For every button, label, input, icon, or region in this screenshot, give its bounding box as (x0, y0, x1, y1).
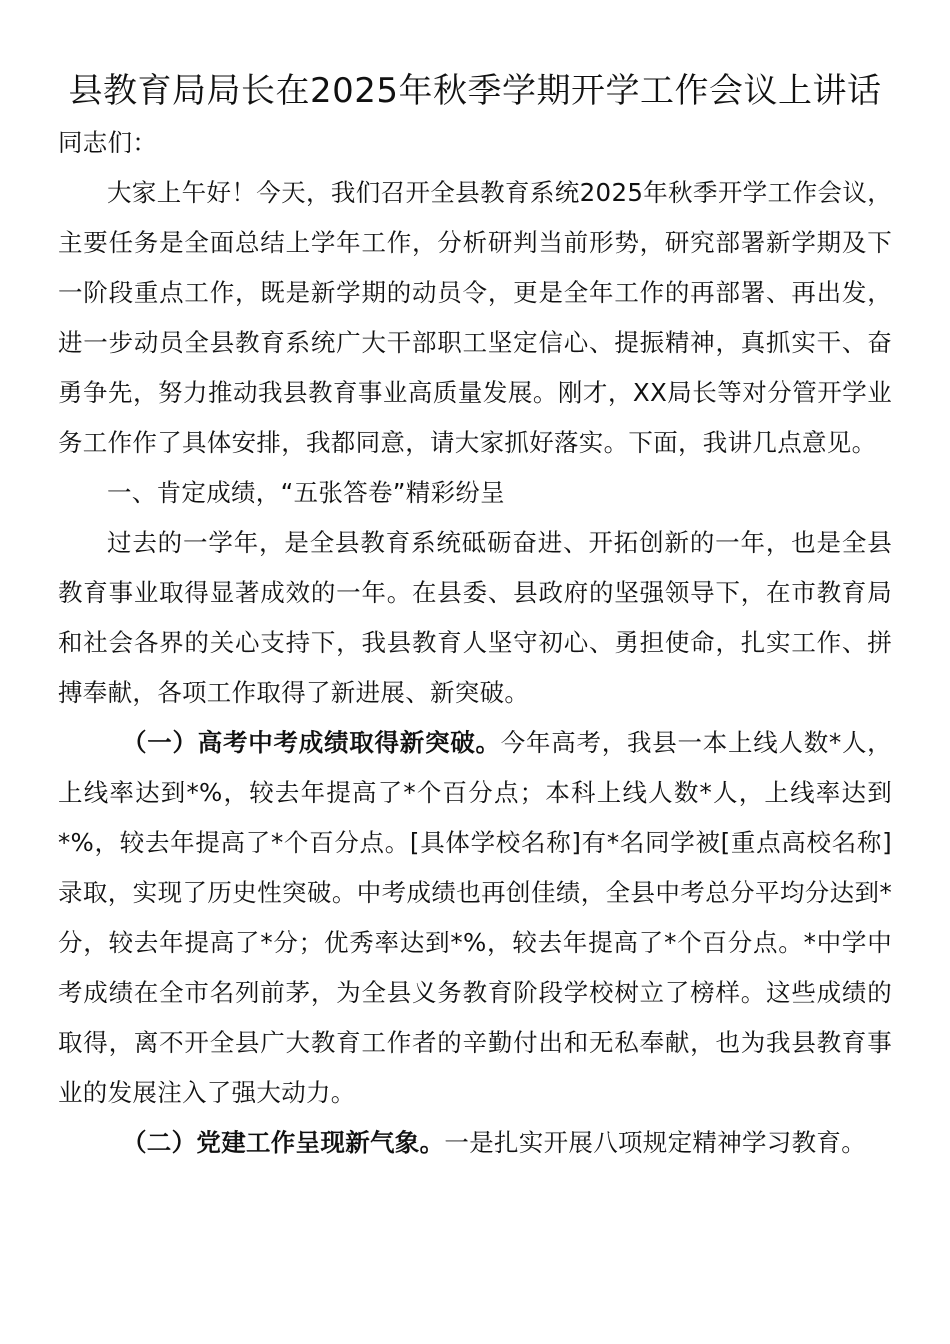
item-2-paragraph (58, 1118, 892, 1168)
salutation: 同志们： (58, 128, 158, 157)
item-1-text: 今年高考，我县一本上线人数*人，上线率达到*%，较去年提高了*个百分点；本科上线人数*人，上线率达到*%，较去年提高了*个百分点。[具体学校名称]有*名同学被[重点高校名称]录取，实现了历史性突破。中考成绩也再创佳绩，全县中考总分平均分达到*分，较去年提高了*分；优秀率达到*%，较去年提高了*个百分点。*中学中考成绩在全市名列前茅，为全县义务教育阶段学校树立了榜样。这些成绩的取得，离不开全县广大教育工作者的辛勤付出和无私奉献，也为我县教育事业的发展注入了强大动力。 (58, 728, 892, 1107)
item-1-paragraph (58, 718, 892, 1118)
item-2-text: 一是扎实开展八项规定精神学习教育。 (444, 1128, 867, 1157)
section-1-paragraph: 过去的一学年，是全县教育系统砥砺奋进、开拓创新的一年，也是全县教育事业取得显著成效的一年。在县委、县政府的坚强领导下，在市教育局和社会各界的关心支持下，我县教育人坚守初心、勇担使命，扎实工作、拼搏奉献，各项工作取得了新进展、新突破。 (58, 528, 892, 707)
intro-paragraph: 大家上午好！今天，我们召开全县教育系统2025年秋季开学工作会议，主要任务是全面总结上学年工作，分析研判当前形势，研究部署新学期及下一阶段重点工作，既是新学期的动员令，更是全年工作的再部署、再出发，进一步动员全县教育系统广大干部职工坚定信心、提振精神，真抓实干、奋勇争先，努力推动我县教育事业高质量发展。刚才，XX局长等对分管开学业务工作作了具体安排，我都同意，请大家抓好落实。下面，我讲几点意见。 (58, 178, 892, 457)
document-title: 县教育局局长在2025年秋季学期开学工作会议上讲话 (68, 71, 882, 111)
section-1-heading: 一、肯定成绩，“五张答卷”精彩纷呈 (107, 478, 505, 507)
item-1-heading: （一）高考中考成绩取得新突破。 (122, 728, 501, 757)
document-page (58, 68, 892, 1168)
item-2-heading: （二）党建工作呈现新气象。 (122, 1128, 445, 1157)
